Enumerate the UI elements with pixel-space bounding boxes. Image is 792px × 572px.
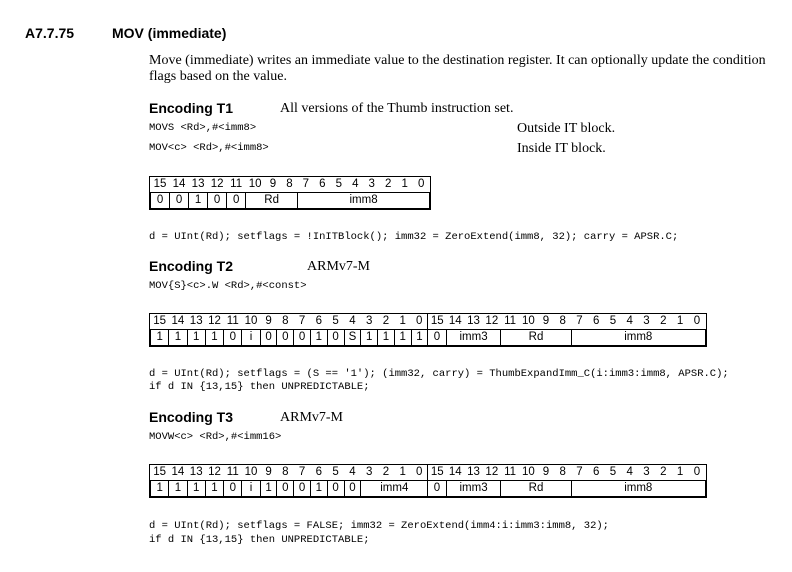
bit-label: 14 <box>172 178 186 190</box>
bit-field: 0 <box>428 330 446 346</box>
bit-label: 11 <box>504 466 517 478</box>
bit-label: 4 <box>349 466 356 478</box>
encoding-t3-bit-table <box>150 465 706 497</box>
bit-label: 11 <box>226 315 239 327</box>
bit-field: 0 <box>327 481 344 497</box>
bit-label: 9 <box>269 178 277 190</box>
bit-label: 4 <box>626 466 633 478</box>
bit-label: 2 <box>385 178 392 190</box>
bit-label: 10 <box>244 315 258 327</box>
bit-field: 1 <box>361 330 378 346</box>
bit-field: 1 <box>151 330 169 346</box>
bit-label: 11 <box>504 315 517 327</box>
bit-label: 15 <box>428 314 446 330</box>
bit-label: 14 <box>171 466 185 478</box>
bit-label: 3 <box>368 178 375 190</box>
encoding-t2-bit-table <box>150 314 706 346</box>
encoding-t1-arch: All versions of the Thumb instruction set. <box>280 101 514 116</box>
bit-field: 0 <box>294 330 311 346</box>
bit-label: 8 <box>282 466 289 478</box>
encoding-t2-decode-1: d = UInt(Rd); setflags = (S == '1'); (imm32, carry) = ThumbExpandImm_C(i:imm3:imm8, APSR.C); <box>149 368 729 380</box>
bit-field: 0 <box>294 481 311 497</box>
section-title: MOV (immediate) <box>112 25 227 41</box>
bit-label: 5 <box>332 466 339 478</box>
encoding-t1-syntax-1: MOVS <Rd>,#<imm8> <box>149 122 257 134</box>
bit-label: 0 <box>418 178 425 190</box>
bit-label: 8 <box>559 466 566 478</box>
bit-label: 3 <box>365 315 373 327</box>
section-number: A7.7.75 <box>25 25 75 41</box>
encoding-t3-syntax: MOVW<c> <Rd>,#<imm16> <box>149 431 282 443</box>
bit-label: 11 <box>230 178 243 190</box>
bit-field-imm8: imm8 <box>298 193 430 209</box>
bit-label: 5 <box>332 315 339 327</box>
bit-label: 4 <box>352 178 359 190</box>
bit-field: 0 <box>344 481 361 497</box>
bit-label: 7 <box>298 466 306 478</box>
bit-field: 0 <box>428 481 446 497</box>
bit-label: 4 <box>349 315 356 327</box>
encoding-t1-syntax-2: MOV<c> <Rd>,#<imm8> <box>149 142 269 154</box>
bit-field-i: i <box>242 330 260 346</box>
bit-label: 9 <box>542 315 550 327</box>
bit-field-rd: Rd <box>501 481 571 497</box>
bit-label: 1 <box>401 178 408 190</box>
bit-label: 7 <box>302 178 310 190</box>
bit-field-imm8: imm8 <box>571 481 705 497</box>
bit-field: 0 <box>224 481 242 497</box>
bit-label: 13 <box>467 315 480 327</box>
bit-label: 2 <box>660 315 667 327</box>
bit-label: 0 <box>693 315 701 327</box>
bit-label: 6 <box>319 178 326 190</box>
bit-label: 9 <box>542 466 550 478</box>
bit-field: 1 <box>169 481 187 497</box>
bit-label: 12 <box>485 466 499 478</box>
bit-field-rd: Rd <box>246 193 298 209</box>
bit-label: 1 <box>399 315 406 327</box>
encoding-t2-arch: ARMv7-M <box>307 259 371 274</box>
bit-field: 1 <box>310 481 327 497</box>
encoding-t2-syntax: MOV{S}<c>.W <Rd>,#<const> <box>149 280 307 292</box>
bit-label: 2 <box>660 466 667 478</box>
encoding-t3-arch: ARMv7-M <box>280 410 344 425</box>
bit-label: 12 <box>208 315 221 327</box>
encoding-t3-decode-1: d = UInt(Rd); setflags = FALSE; imm32 = ZeroExtend(imm4:i:imm3:imm8, 32); <box>149 520 609 532</box>
bit-label: 10 <box>248 178 262 190</box>
bit-label: 0 <box>693 466 701 478</box>
bit-label: 6 <box>593 315 600 327</box>
bit-label: 12 <box>485 315 499 327</box>
bit-label: 8 <box>282 315 289 327</box>
bit-label: 13 <box>189 466 203 478</box>
bit-field: 1 <box>205 481 223 497</box>
bit-field: 1 <box>187 330 205 346</box>
bit-label: 15 <box>153 178 167 190</box>
bit-label: 1 <box>399 466 406 478</box>
bit-label: 2 <box>382 466 390 478</box>
bit-label: 3 <box>365 466 373 478</box>
bit-field: 1 <box>260 481 277 497</box>
bit-label: 8 <box>559 315 566 327</box>
bit-label: 6 <box>315 466 323 478</box>
bit-label: 12 <box>208 466 221 478</box>
encoding-t3-title: Encoding T3 <box>149 409 233 425</box>
bit-field-imm4: imm4 <box>361 481 428 497</box>
bit-field: 1 <box>151 481 169 497</box>
bit-label: 11 <box>226 466 239 478</box>
bit-label: 10 <box>244 466 258 478</box>
bit-field: 1 <box>187 481 205 497</box>
encoding-t1-bit-table <box>150 177 430 209</box>
bit-field: 0 <box>224 330 242 346</box>
bit-field: 0 <box>277 481 294 497</box>
encoding-t1-note-2: Inside IT block. <box>517 141 606 156</box>
bit-label: 0 <box>416 466 423 478</box>
bit-field: 0 <box>170 193 189 209</box>
bit-label: 14 <box>171 315 185 327</box>
bit-field: 1 <box>394 330 411 346</box>
bit-label: 13 <box>191 178 205 190</box>
bit-label: 1 <box>676 466 684 478</box>
bit-label: 14 <box>448 466 462 478</box>
bit-label: 6 <box>315 315 323 327</box>
bit-label: 9 <box>265 466 272 478</box>
bit-field: 1 <box>169 330 187 346</box>
bit-field: 1 <box>378 330 395 346</box>
bit-label: 15 <box>153 315 167 327</box>
encoding-t3-decode-2: if d IN {13,15} then UNPREDICTABLE; <box>149 534 370 546</box>
bit-field: 1 <box>310 330 327 346</box>
bit-label: 14 <box>448 315 462 327</box>
bit-label: 15 <box>153 466 167 478</box>
encoding-t1-title: Encoding T1 <box>149 100 233 116</box>
bit-label: 8 <box>286 178 293 190</box>
bit-field: 0 <box>151 193 170 209</box>
bit-label: 4 <box>626 315 633 327</box>
bit-label: 15 <box>428 465 446 481</box>
encoding-t1-note-1: Outside IT block. <box>517 121 616 136</box>
bit-field-imm3: imm3 <box>446 330 501 346</box>
section-description: Move (immediate) writes an immediate value to the destination register. It can optionally update the condition flags based on the value. <box>149 53 766 84</box>
bit-label: 13 <box>189 315 203 327</box>
bit-label: 0 <box>416 315 423 327</box>
bit-field: 1 <box>189 193 208 209</box>
bit-label: 7 <box>576 315 583 327</box>
bit-label: 5 <box>335 178 342 190</box>
bit-field-imm3: imm3 <box>446 481 501 497</box>
bit-field: 0 <box>260 330 277 346</box>
bit-field: 0 <box>208 193 227 209</box>
bit-field: 0 <box>227 193 246 209</box>
bit-label: 2 <box>382 315 390 327</box>
bit-label: 1 <box>676 315 684 327</box>
bit-label: 7 <box>298 315 306 327</box>
bit-label: 10 <box>521 315 535 327</box>
bit-field: 0 <box>277 330 294 346</box>
bit-label: 3 <box>643 466 650 478</box>
bit-field: 0 <box>327 330 344 346</box>
bit-label: 10 <box>521 466 535 478</box>
bit-field-i: i <box>242 481 260 497</box>
bit-field: 1 <box>205 330 223 346</box>
encoding-t2-title: Encoding T2 <box>149 258 233 274</box>
encoding-t1-decode: d = UInt(Rd); setflags = !InITBlock(); imm32 = ZeroExtend(imm8, 32); carry = APSR.C; <box>149 231 679 243</box>
bit-label: 3 <box>643 315 650 327</box>
bit-label: 12 <box>210 178 224 190</box>
bit-label: 6 <box>593 466 600 478</box>
bit-field: 1 <box>411 330 428 346</box>
bit-label: 5 <box>609 466 617 478</box>
bit-label: 9 <box>265 315 272 327</box>
bit-label: 5 <box>609 315 617 327</box>
bit-label: 7 <box>576 466 583 478</box>
bit-label: 13 <box>467 466 480 478</box>
encoding-t2-decode-2: if d IN {13,15} then UNPREDICTABLE; <box>149 381 370 393</box>
bit-field-s: S <box>344 330 361 346</box>
bit-field-rd: Rd <box>501 330 571 346</box>
bit-field-imm8: imm8 <box>571 330 705 346</box>
